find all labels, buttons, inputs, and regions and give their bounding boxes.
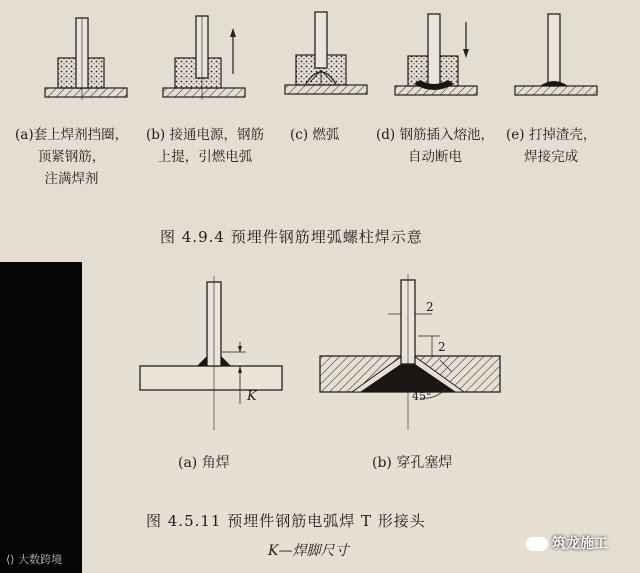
step-d-diagram: [395, 14, 477, 95]
step-a-line-2: 顶紧钢筋，: [37, 149, 106, 165]
watermark-left-icon: ⟨⟩: [6, 553, 19, 566]
step-a-diagram: [45, 18, 127, 100]
step-a-line-3: 注满焊剂: [44, 171, 99, 187]
weld-leg-footnote: K—焊脚尺寸: [268, 543, 349, 559]
step-b-diagram: [163, 16, 245, 100]
step-d-line-1: (d) 钢筋插入熔池，: [376, 127, 494, 143]
watermark-right: [526, 533, 608, 553]
step-b-line-1: (b) 接通电源，钢筋: [146, 127, 264, 143]
figure-4-9-4-title: 图 4.9.4 预埋件钢筋埋弧螺柱焊示意: [160, 228, 423, 246]
step-d-line-2: 自动断电: [407, 149, 462, 165]
fillet-weld-diagram: [140, 276, 282, 430]
dimension-2-side-label: 2: [438, 340, 446, 354]
step-e-line-2: 焊接完成: [524, 149, 579, 165]
dimension-2-top-label: 2: [426, 300, 434, 314]
step-e-caption: [506, 124, 596, 168]
step-a-line-1: (a)套上焊剂挡圈，: [15, 127, 129, 143]
step-e-diagram: [515, 14, 597, 95]
watermark-left-text: 大数跨境: [18, 553, 63, 566]
step-c-caption: [290, 124, 339, 146]
step-c-diagram: [285, 12, 367, 94]
watermark-right-text: 筑龙施工: [552, 536, 608, 552]
wechat-icon: [526, 537, 548, 551]
step-c-line-1: (c) 燃弧: [290, 127, 340, 143]
plug-weld-caption: (b) 穿孔塞焊: [372, 455, 453, 471]
step-a-caption: [15, 124, 128, 190]
fillet-weld-caption: (a) 角焊: [178, 455, 230, 471]
step-b-line-2: 上提，引燃电弧: [157, 149, 253, 165]
step-e-line-1: (e) 打掉渣壳，: [506, 127, 597, 143]
step-d-caption: [376, 124, 494, 168]
dimension-k-label: K: [247, 389, 257, 404]
figure-4-5-11-title: 图 4.5.11 预埋件钢筋电弧焊 T 形接头: [146, 512, 426, 530]
step-b-caption: [146, 124, 264, 168]
watermark-left: [6, 551, 62, 567]
angle-label: 45°: [412, 390, 432, 403]
plug-weld-diagram: [320, 274, 500, 430]
